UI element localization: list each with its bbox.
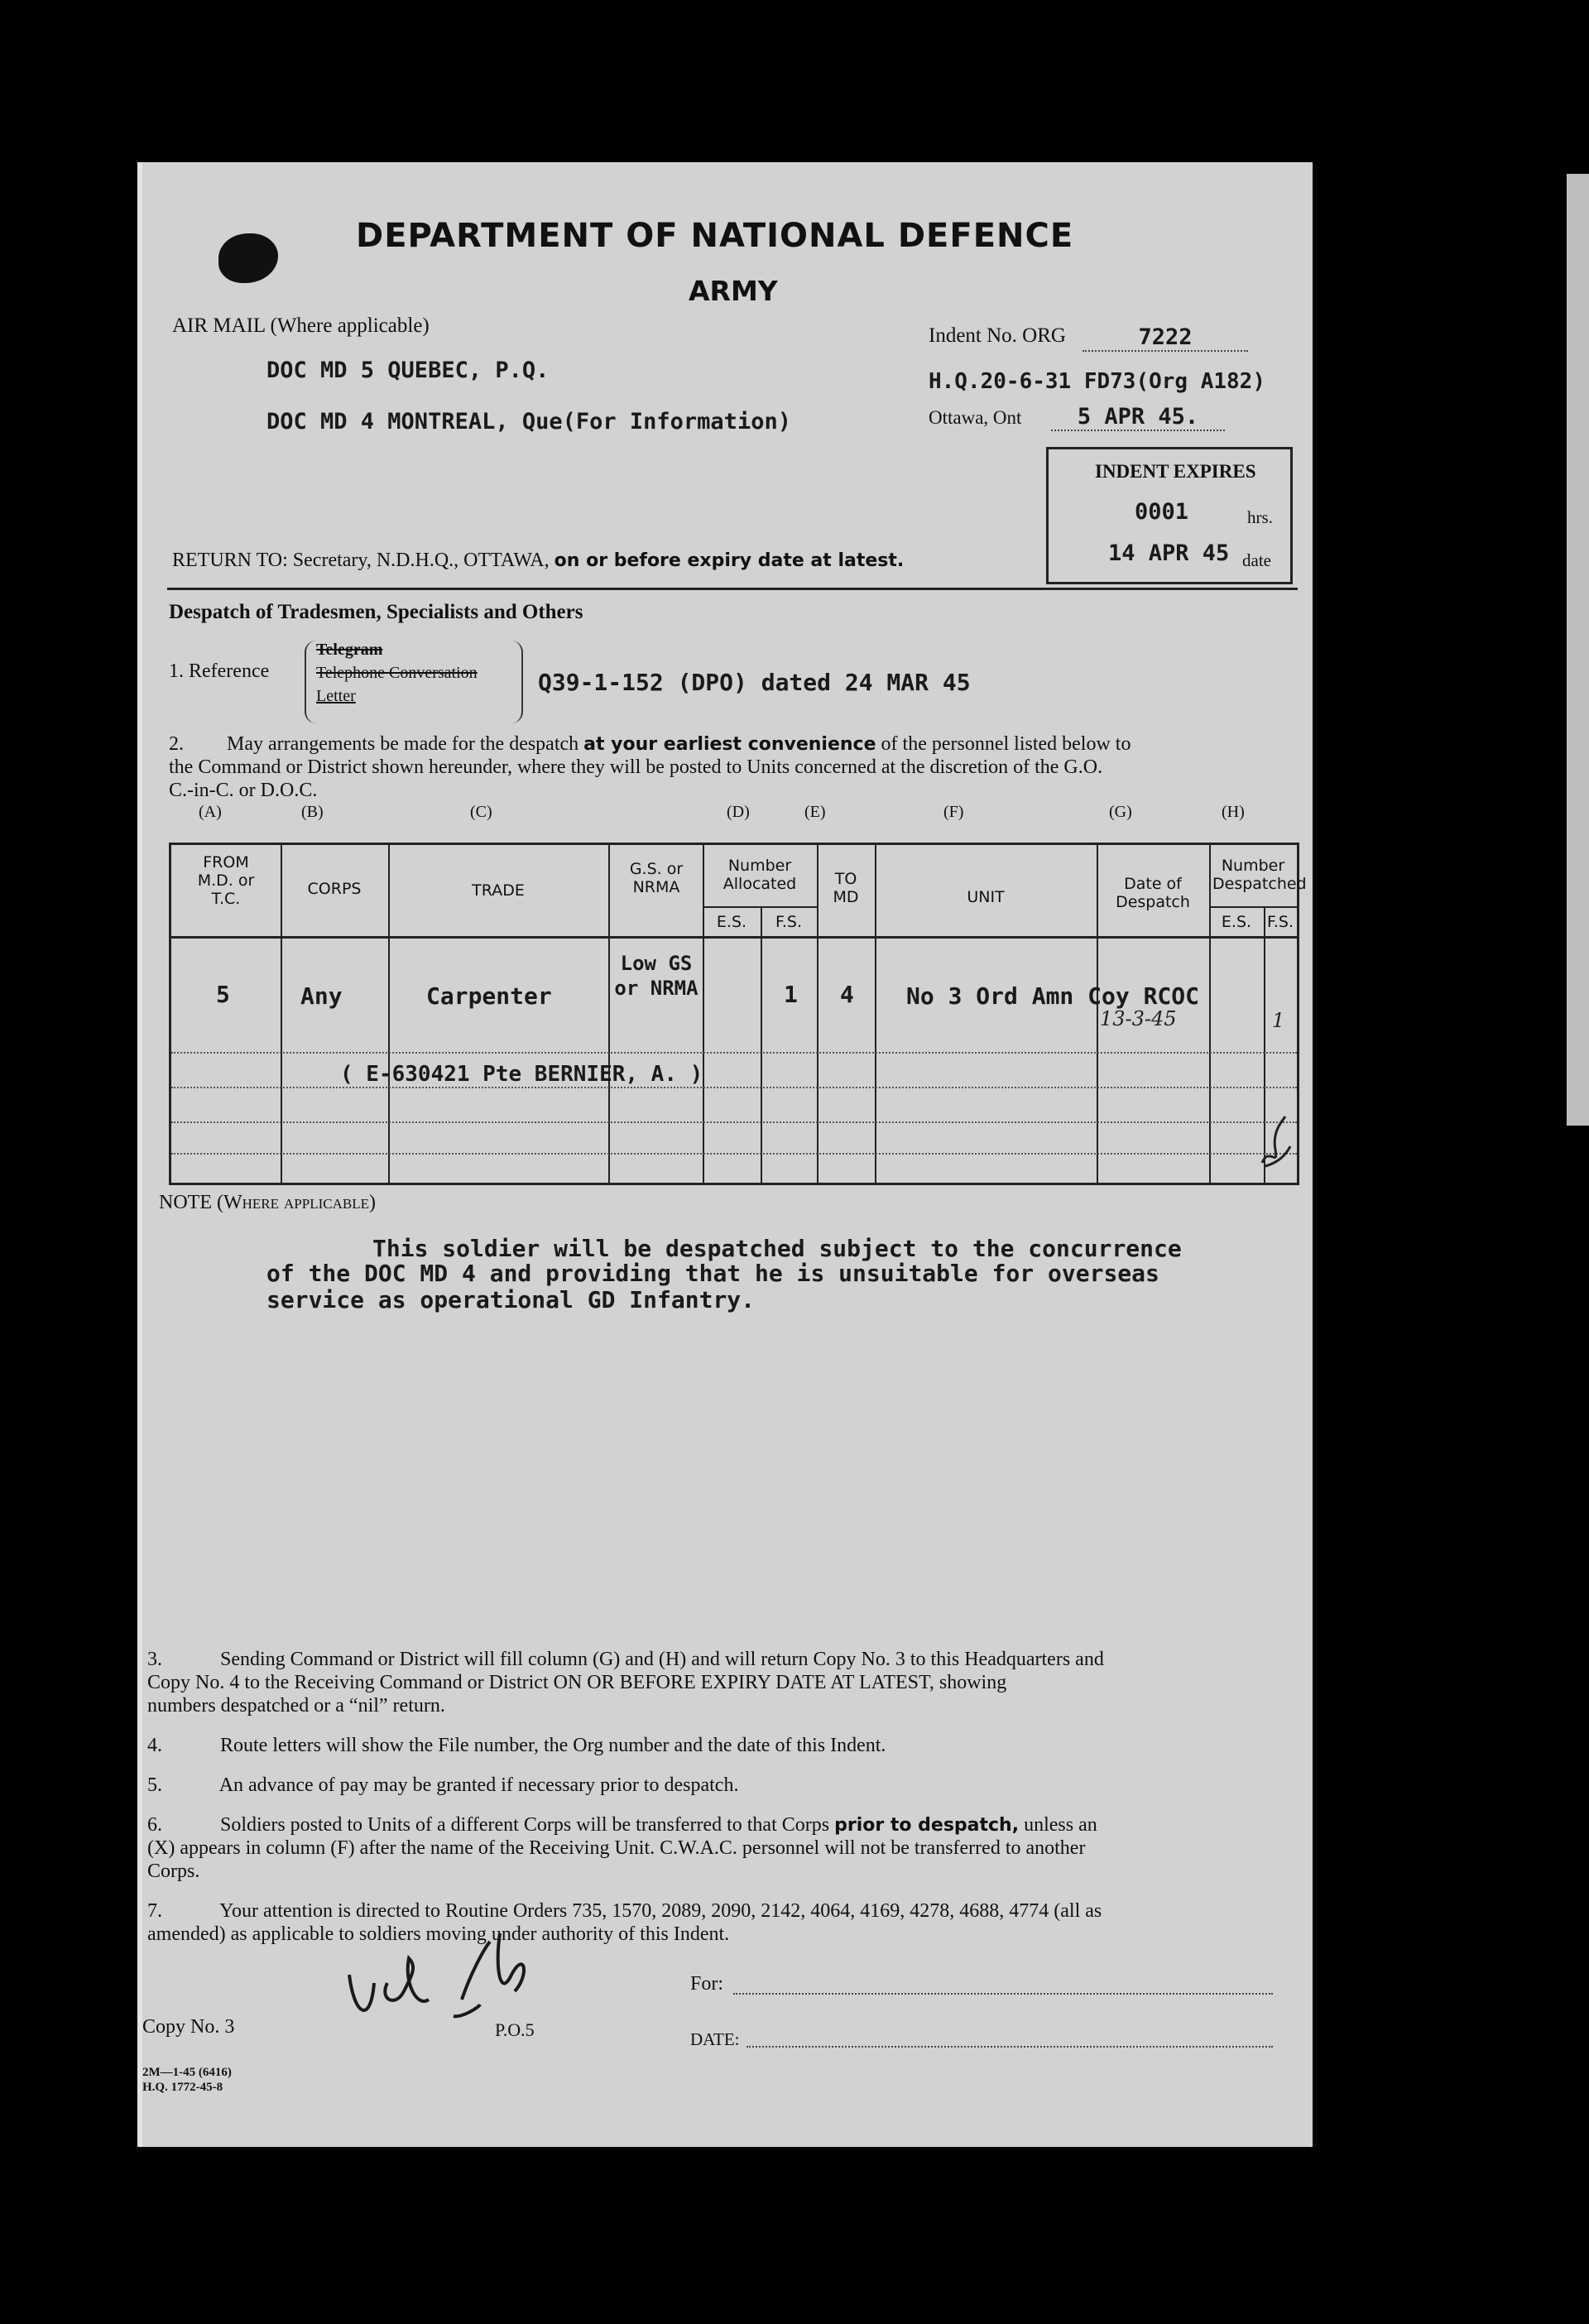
header-allocated: Number Allocated xyxy=(722,857,797,893)
header-corps: CORPS xyxy=(307,880,362,898)
cell-despatched-fs: 1 xyxy=(1272,1009,1285,1032)
reference-telephone: Telephone Conversation xyxy=(316,664,478,682)
paragraph-5-num: 5. xyxy=(147,1774,162,1796)
paragraph-4-num: 4. xyxy=(147,1735,162,1756)
tick-mark xyxy=(1257,1113,1297,1174)
paragraph-3-text: Sending Command or District will fill column (G) and (H) and will return Copy No. 3 to this Headquarters and xyxy=(220,1649,1104,1670)
paragraph-6-line-1 xyxy=(147,1814,1097,1837)
department-title: DEPARTMENT OF NATIONAL DEFENCE xyxy=(356,217,1074,255)
paragraph-2-part-b: of the personnel listed below to xyxy=(881,733,1131,755)
paragraph-6-line-2: (X) appears in column (F) after the name of the Receiving Unit. C.W.A.C. personnel will not be transferred to another xyxy=(147,1837,1086,1859)
column-letter-e: (E) xyxy=(804,803,826,821)
reference-telegram: Telegram xyxy=(316,641,383,659)
reference-label: 1. Reference xyxy=(169,660,270,682)
air-mail-label: AIR MAIL (Where applicable) xyxy=(172,315,430,337)
paragraph-5-text: An advance of pay may be granted if necessary prior to despatch. xyxy=(218,1774,739,1796)
cell-unit: No 3 Ord Amn Coy RCOC xyxy=(906,982,1200,1010)
header-trade: TRADE xyxy=(472,881,525,900)
paragraph-2-line-1 xyxy=(169,733,1131,756)
paragraph-6-line-3: Corps. xyxy=(147,1861,200,1882)
return-to-prefix: RETURN TO: Secretary, N.D.H.Q., OTTAWA, xyxy=(172,550,550,571)
paragraph-7-num: 7. xyxy=(147,1900,162,1922)
indent-date: 5 APR 45. xyxy=(1051,404,1225,431)
column-letter-h: (H) xyxy=(1222,803,1245,821)
expires-time: 0001 xyxy=(1135,499,1189,525)
paragraph-3-line-2: Copy No. 4 to the Receiving Command or District ON OR BEFORE EXPIRY DATE AT LATEST, showing xyxy=(147,1672,1007,1693)
paragraph-4 xyxy=(147,1735,886,1757)
reference-letter: Letter xyxy=(316,687,356,705)
return-to-suffix: on or before expiry date at latest. xyxy=(554,550,905,571)
column-letter-b: (B) xyxy=(301,803,324,821)
indent-expires-title: INDENT EXPIRES xyxy=(1095,461,1256,482)
cell-gs: Low GS or NRMA xyxy=(614,952,698,1000)
soldier-line: ( E-630421 Pte BERNIER, A. ) xyxy=(340,1062,703,1087)
print-code-1: 2M—1-45 (6416) xyxy=(142,2066,232,2079)
paragraph-2-part-a: May arrangements be made for the despatch xyxy=(227,733,579,755)
cell-corps: Any xyxy=(300,982,343,1010)
header-date-despatch: Date of Despatch xyxy=(1116,875,1190,911)
return-to-line xyxy=(172,550,904,572)
paragraph-6-text-b: unless an xyxy=(1024,1814,1097,1836)
hrs-label: hrs. xyxy=(1247,507,1273,527)
paragraph-6-bold: prior to despatch, xyxy=(834,1815,1020,1836)
date-line xyxy=(746,2046,1273,2048)
column-letter-a: (A) xyxy=(199,803,222,821)
address-line-2: DOC MD 4 MONTREAL, Que(For Information) xyxy=(266,409,791,435)
note-line-2: of the DOC MD 4 and providing that he is unsuitable for overseas xyxy=(266,1260,1159,1287)
paragraph-6-text-a: Soldiers posted to Units of a different Corps will be transferred to that Corps xyxy=(220,1814,830,1836)
paragraph-3-line-3: numbers despatched or a “nil” return. xyxy=(147,1695,445,1717)
header-despatched-es: E.S. xyxy=(1221,913,1252,931)
note-label xyxy=(159,1192,376,1214)
paragraph-3-num: 3. xyxy=(147,1649,162,1670)
reference-options xyxy=(305,641,523,723)
print-code-2: H.Q. 1772-45-8 xyxy=(142,2081,223,2094)
hq-file-reference: H.Q.20-6-31 FD73(Org A182) xyxy=(929,369,1265,394)
column-letter-f: (F) xyxy=(943,803,964,821)
indent-form-page xyxy=(137,162,1313,2147)
paragraph-2-bold: at your earliest convenience xyxy=(583,734,876,755)
expires-date: 14 APR 45 xyxy=(1108,540,1230,566)
ottawa-label: Ottawa, Ont xyxy=(929,407,1022,428)
paragraph-2-num: 2. xyxy=(169,733,184,755)
paragraph-7-line-1 xyxy=(147,1900,1102,1923)
paragraph-7-line-2: amended) as applicable to soldiers moving under authority of this Indent. xyxy=(147,1923,730,1945)
section-title: Despatch of Tradesmen, Specialists and Others xyxy=(169,601,583,623)
header-unit: UNIT xyxy=(967,888,1005,906)
header-to-md: TO MD xyxy=(833,870,859,906)
address-line-1: DOC MD 5 QUEBEC, P.Q. xyxy=(266,358,550,383)
paragraph-2-line-3: C.-in-C. or D.O.C. xyxy=(169,780,318,801)
paragraph-4-text: Route letters will show the File number, the Org number and the date of this Indent. xyxy=(220,1735,886,1756)
header-from: FROM M.D. or T.C. xyxy=(197,853,255,908)
header-allocated-es: E.S. xyxy=(716,913,747,931)
cell-allocated-fs: 1 xyxy=(784,981,798,1008)
paragraph-2-line-2: the Command or District shown hereunder, where they will be posted to Units concerned at the discretion of the G.O. xyxy=(169,756,1103,778)
indent-number-label: Indent No. ORG xyxy=(929,324,1066,347)
cell-to-md: 4 xyxy=(840,981,854,1008)
paragraph-3-line-1 xyxy=(147,1649,1104,1671)
column-letter-d: (D) xyxy=(727,803,750,821)
header-despatched: Number Despatched xyxy=(1212,857,1307,893)
header-allocated-fs: F.S. xyxy=(775,913,803,931)
header-rule xyxy=(167,588,1298,590)
header-despatched-fs: F.S. xyxy=(1266,913,1294,931)
note-line-3: service as operational GD Infantry. xyxy=(266,1286,756,1313)
date-label: date xyxy=(1242,550,1271,570)
army-title: ARMY xyxy=(689,275,778,307)
column-letter-c: (C) xyxy=(470,803,492,821)
film-edge-strip xyxy=(1567,174,1589,1126)
date-field-label xyxy=(690,2029,740,2050)
note-line-1: This soldier will be despatched subject to the concurrence xyxy=(372,1235,1182,1262)
reference-value: Q39-1-152 (DPO) dated 24 MAR 45 xyxy=(538,669,971,696)
indent-expires-box xyxy=(1046,447,1293,584)
cell-date-despatch: 13-3-45 xyxy=(1100,1007,1177,1030)
for-label: For: xyxy=(690,1973,724,1995)
note-label-text: NOTE (Where applicable) xyxy=(159,1192,376,1213)
paragraph-6-num: 6. xyxy=(147,1814,162,1836)
cell-from: 5 xyxy=(216,981,230,1008)
indent-number: 7222 xyxy=(1083,324,1248,352)
personnel-table xyxy=(169,843,1307,1185)
for-line xyxy=(733,1993,1273,1995)
cell-trade: Carpenter xyxy=(426,982,552,1010)
paragraph-5 xyxy=(147,1774,738,1797)
copy-number: Copy No. 3 xyxy=(142,2016,235,2038)
paragraph-7-text: Your attention is directed to Routine Orders 735, 1570, 2089, 2090, 2142, 4064, 4169, 4278, 4688, 4774 (all as xyxy=(219,1900,1102,1922)
date-field-label-text: DATE: xyxy=(690,2029,740,2049)
column-letter-g: (G) xyxy=(1109,803,1132,821)
po-label: P.O.5 xyxy=(495,2019,535,2040)
ink-blot xyxy=(218,233,278,283)
header-gs: G.S. or NRMA xyxy=(629,860,684,896)
